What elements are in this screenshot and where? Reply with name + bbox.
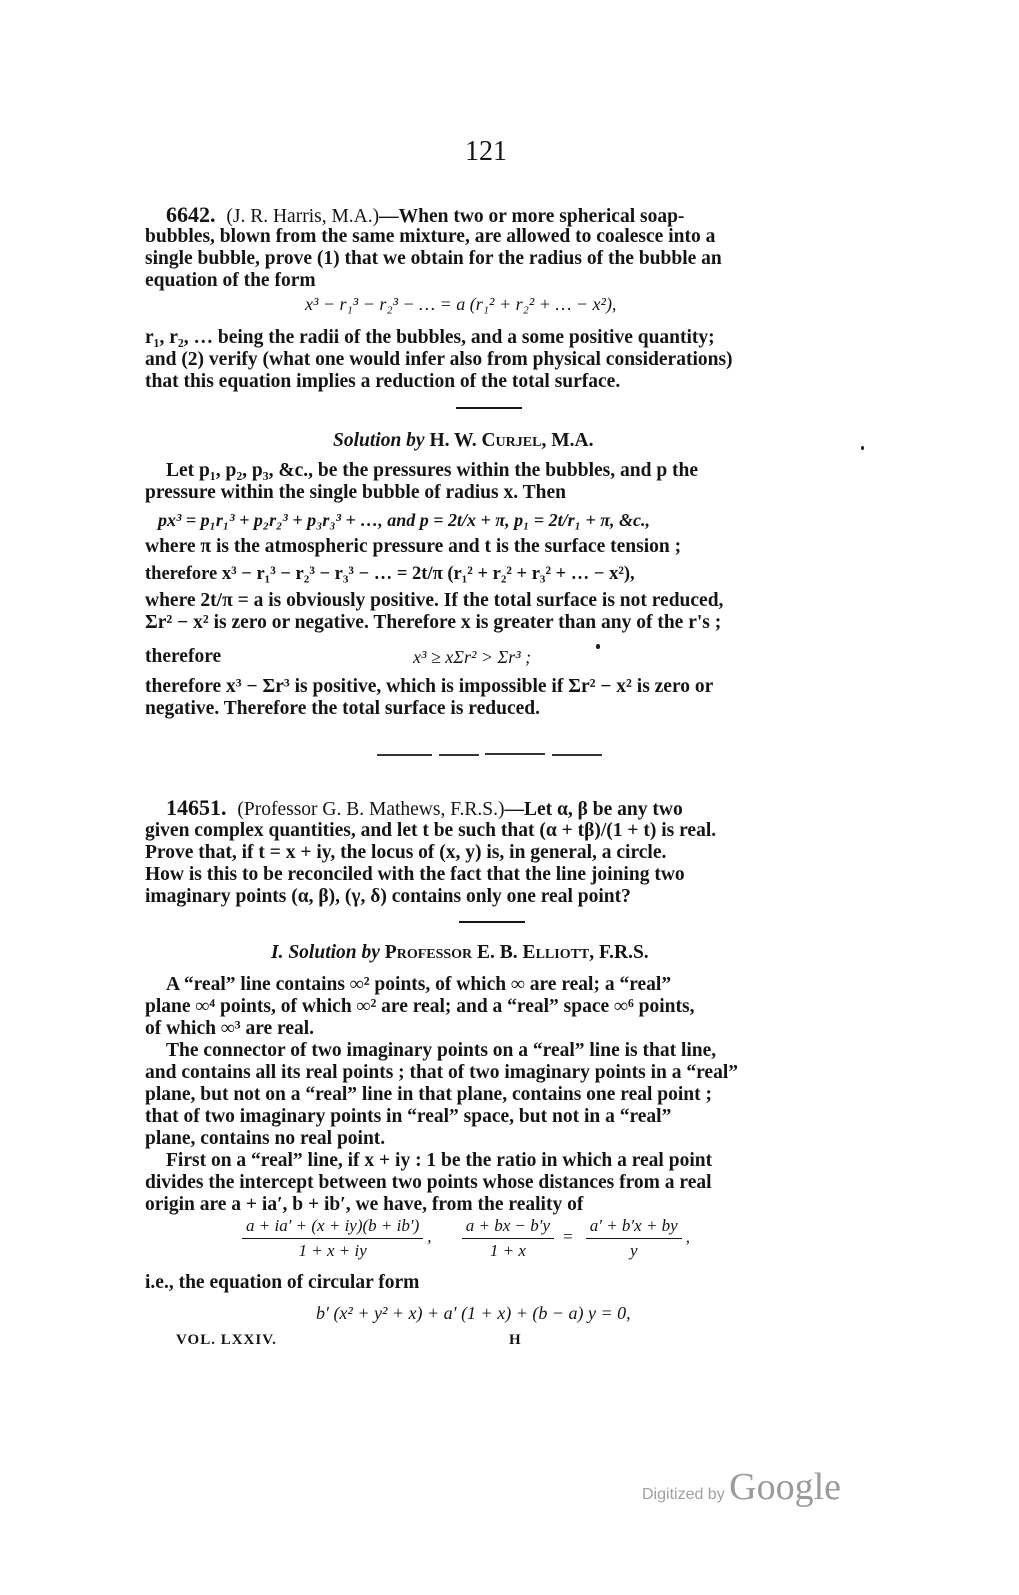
solution-equation-line: therefore x³ − r₁³ − r₂³ − r₃³ − … = 2t/π (r₁² + r₂² + r₃² + … − x²),	[145, 564, 635, 584]
problem-text-line: How is this to be reconciled with the fact that the line joining two	[145, 864, 685, 885]
watermark-logo-text: Google	[729, 1466, 842, 1508]
problem-number: 6642.	[166, 202, 216, 227]
solution-text-line: that of two imaginary points in “real” space, but not in a “real”	[145, 1106, 672, 1127]
solution-text-line: divides the intercept between two points whose distances from a real	[145, 1172, 712, 1193]
solution-text-line: plane, contains no real point.	[145, 1128, 386, 1149]
fraction-numerator: a′ + b′x + by	[586, 1216, 682, 1239]
solution-text-line: Σr² − x² is zero or negative. Therefore x is greater than any of the r's ;	[145, 612, 722, 633]
section-rule	[456, 407, 522, 409]
therefore-inequality: x³ ≥ xΣr² > Σr³ ;	[413, 647, 532, 667]
solution-text-line: therefore x³ − Σr³ is positive, which is impossible if Σr² − x² is zero or	[145, 676, 714, 697]
therefore-label: therefore	[145, 646, 222, 667]
digitized-watermark	[642, 1465, 841, 1509]
solution-author: H. W. Curjel, M.A.	[429, 430, 594, 451]
solution-text-line: pressure within the single bubble of radius x. Then	[145, 482, 566, 503]
solution-text-line: and contains all its real points ; that of two imaginary points in a “real”	[145, 1062, 738, 1083]
solution-heading	[271, 942, 649, 964]
fraction-separator: =	[562, 1227, 574, 1247]
solution-text-line: negative. Therefore the total surface is reduced.	[145, 698, 540, 719]
fraction-numerator: a + ia′ + (x + iy)(b + ib′)	[242, 1216, 423, 1239]
problem-number: 14651.	[166, 795, 227, 820]
print-speck	[861, 446, 864, 450]
problem-text-line: imaginary points (α, β), (γ, δ) contains only one real point?	[145, 886, 631, 907]
problem-6642-first-line	[166, 204, 834, 228]
print-speck	[596, 644, 600, 649]
problem-text-line: given complex quantities, and let t be such that (α + tβ)/(1 + t) is real.	[145, 820, 717, 841]
fraction-denominator: 1 + x + iy	[298, 1241, 367, 1260]
problem-text: —Let α, β be any two	[504, 799, 683, 820]
problem-proposer: (J. R. Harris, M.A.)	[226, 206, 380, 227]
solution-text-line: of which ∞³ are real.	[145, 1018, 315, 1039]
page-number: 121	[465, 136, 507, 167]
problem-text-line: bubbles, blown from the same mixture, are allowed to coalesce into a	[145, 226, 716, 247]
solution-text-line: where π is the atmospheric pressure and t is the surface tension ;	[145, 536, 682, 557]
problem-equation: x³ − r₁³ − r₂³ − … = a (r₁² + r₂² + … − x²),	[305, 294, 617, 314]
fraction-denominator: 1 + x	[489, 1241, 526, 1260]
fraction-equation	[238, 1216, 690, 1261]
problem-text-line: Prove that, if t = x + iy, the locus of (x, y) is, in general, a circle.	[145, 842, 667, 863]
problem-proposer: (Professor G. B. Mathews, F.R.S.)	[237, 799, 505, 820]
solution-text-line: A “real” line contains ∞² points, of which ∞ are real; a “real”	[166, 974, 672, 995]
signature-mark: H	[509, 1332, 522, 1348]
ornamental-separator	[377, 751, 602, 759]
problem-text-line: r₁, r₂, … being the radii of the bubbles, and a some positive quantity;	[145, 327, 715, 348]
solution-text-line: origin are a + ia′, b + ib′, we have, from the reality of	[145, 1194, 584, 1215]
problem-text: —When two or more spherical soap-	[379, 206, 685, 227]
fraction-denominator: y	[629, 1241, 638, 1260]
watermark-small-text: Digitized by	[642, 1486, 725, 1503]
solution-text-line: First on a “real” line, if x + iy : 1 be the ratio in which a real point	[166, 1150, 713, 1171]
problem-text-line: equation of the form	[145, 270, 316, 291]
solution-text-line: where 2t/π = a is obviously positive. If the total surface is not reduced,	[145, 590, 724, 611]
solution-heading-prefix: I. Solution by	[271, 942, 380, 963]
section-rule	[459, 921, 525, 923]
volume-label: VOL. LXXIV.	[176, 1332, 277, 1348]
solution-text-line: plane, but not on a “real” line in that plane, contains one real point ;	[145, 1084, 713, 1105]
solution-heading	[333, 430, 593, 452]
solution-text-line: plane ∞⁴ points, of which ∞² are real; and a “real” space ∞⁶ points,	[145, 996, 695, 1017]
fraction-separator: ,	[685, 1227, 690, 1247]
problem-text-line: single bubble, prove (1) that we obtain for the radius of the bubble an	[145, 248, 722, 269]
fraction	[242, 1216, 423, 1261]
fraction-separator: ,	[427, 1227, 432, 1247]
solution-author: Professor E. B. Elliott, F.R.S.	[384, 942, 649, 963]
solution-text-line: The connector of two imaginary points on a “real” line is that line,	[166, 1040, 717, 1061]
solution-heading-prefix: Solution by	[333, 430, 425, 451]
solution-equation-line: px³ = p₁r₁³ + p₂r₂³ + p₃r₃³ + …, and p = 2t/x + π, p₁ = 2t/r₁ + π, &c.,	[158, 510, 651, 530]
problem-14651-first-line	[166, 797, 683, 821]
problem-text-line: and (2) verify (what one would infer also from physical considerations)	[145, 349, 733, 370]
solution-text-line: Let p₁, p₂, p₃, &c., be the pressures within the bubbles, and p the	[166, 460, 699, 481]
fraction	[586, 1216, 682, 1261]
problem-text-line: that this equation implies a reduction of the total surface.	[145, 371, 621, 392]
final-equation: b′ (x² + y² + x) + a′ (1 + x) + (b − a) y = 0,	[316, 1303, 631, 1323]
fraction-numerator: a + bx − b′y	[462, 1216, 554, 1239]
solution-text-line: i.e., the equation of circular form	[145, 1272, 420, 1293]
fraction	[462, 1216, 554, 1261]
